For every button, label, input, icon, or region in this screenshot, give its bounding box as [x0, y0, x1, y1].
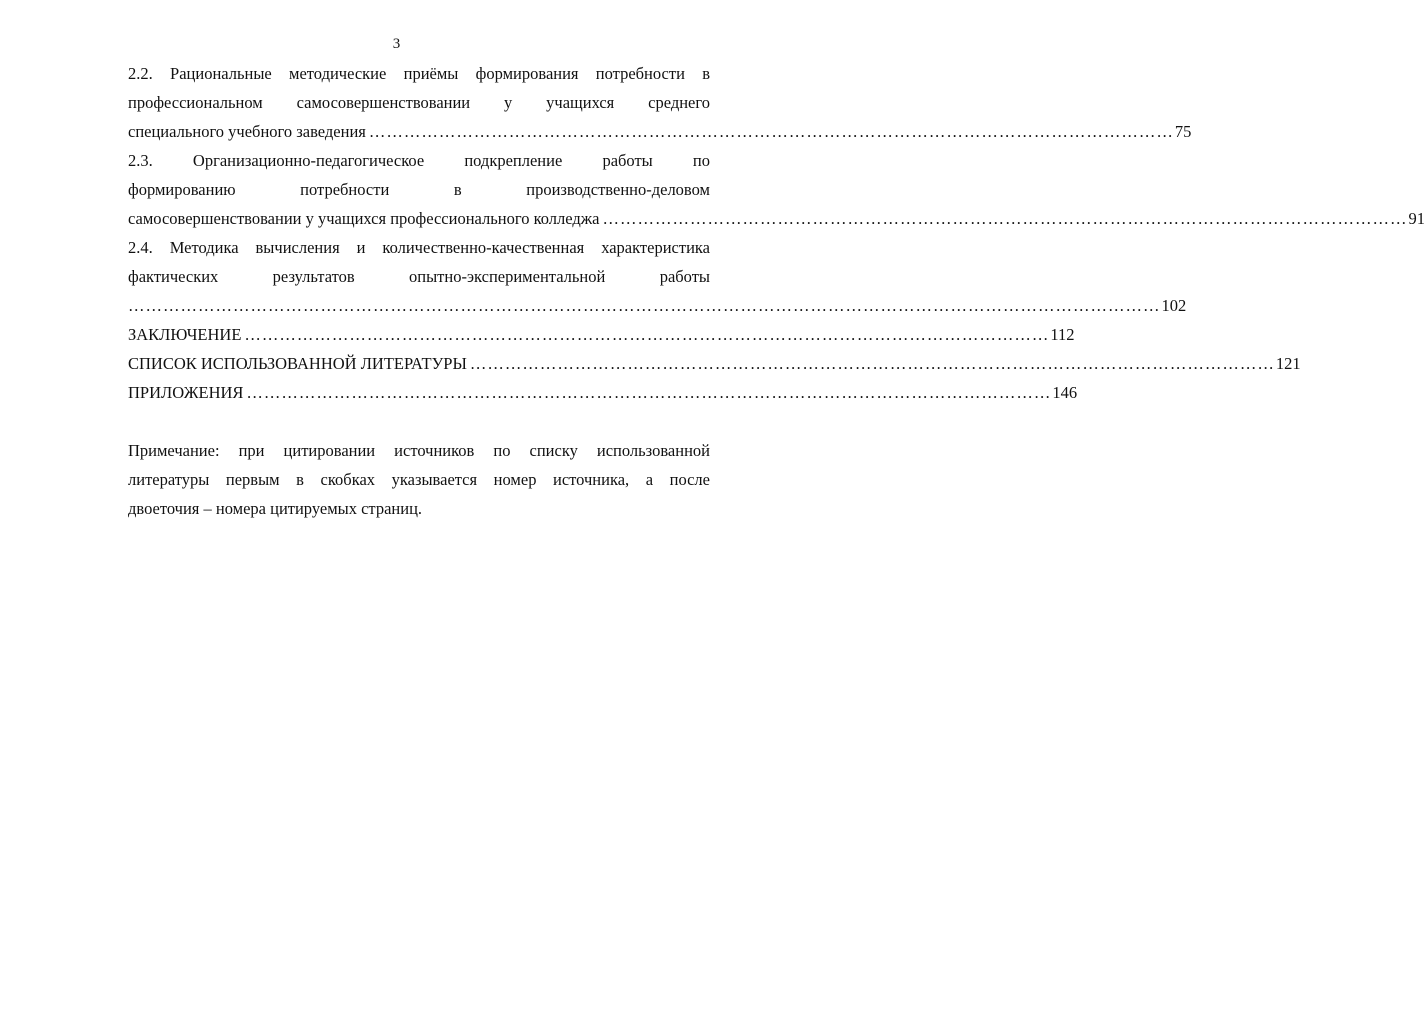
toc-entry-appendices: [128, 378, 1078, 407]
toc-entry-2-2-line-3: [128, 117, 1192, 146]
citation-note-line-3: двоеточия – номера цитируемых страниц.: [128, 499, 423, 518]
toc-conclusion-label: ЗАКЛЮЧЕНИЕ: [128, 325, 242, 344]
toc-entry-2-2-page: 75: [1174, 122, 1192, 141]
toc-entry-2-2: [128, 59, 1192, 146]
leader-dots: …………………………………………………………………………………………………………………………: [246, 383, 1052, 402]
toc-entry-conclusion: [128, 320, 1075, 349]
toc-bibliography-label: СПИСОК ИСПОЛЬЗОВАННОЙ ЛИТЕРАТУРЫ: [128, 354, 467, 373]
citation-note: [128, 436, 710, 523]
toc-entry-2-4-line-2: фактических результатов опытно-экспериментальной работы: [128, 267, 710, 286]
toc-entry-2-3-line-1: 2.3. Организационно-педагогическое подкрепление работы по: [128, 151, 710, 170]
leader-dots: …………………………………………………………………………………………………………………………: [602, 209, 1408, 228]
toc-entry-2-4: [128, 233, 1187, 320]
table-of-contents: [128, 59, 1425, 523]
citation-note-line-2: литературы первым в скобках указывается номер источника, а после: [128, 470, 710, 489]
toc-appendices-label: ПРИЛОЖЕНИЯ: [128, 383, 244, 402]
page-number: 3: [392, 36, 401, 52]
toc-entry-2-2-line-1: 2.2. Рациональные методические приёмы формирования потребности в: [128, 64, 710, 83]
leader-dots: ……………………………………………………………………………………………………………………………………………………………: [128, 296, 1161, 315]
leader-dots: …………………………………………………………………………………………………………………………: [469, 354, 1275, 373]
toc-appendices-page: 146: [1052, 383, 1078, 402]
leader-dots: …………………………………………………………………………………………………………………………: [368, 122, 1174, 141]
toc-entry-2-2-title-end: специального учебного заведения: [128, 122, 366, 141]
toc-entry-bibliography: [128, 349, 1301, 378]
toc-conclusion-page: 112: [1050, 325, 1075, 344]
toc-bibliography-page: 121: [1275, 354, 1301, 373]
toc-entry-2-3-page: 91: [1408, 209, 1425, 228]
toc-entry-2-4-line-3: [128, 291, 1187, 320]
toc-entry-2-3-title-end: самосовершенствовании у учащихся профессионального колледжа: [128, 209, 600, 228]
toc-entry-2-2-line-2: профессиональном самосовершенствовании у учащихся среднего: [128, 93, 710, 112]
toc-entry-2-3: [128, 146, 1425, 233]
toc-entry-2-3-line-2: формированию потребности в производственно-деловом: [128, 180, 710, 199]
toc-entry-2-3-line-3: [128, 204, 1425, 233]
leader-dots: …………………………………………………………………………………………………………………………: [244, 325, 1050, 344]
citation-note-line-1: Примечание: при цитировании источников по списку использованной: [128, 441, 710, 460]
toc-entry-2-4-page: 102: [1161, 296, 1187, 315]
toc-entry-2-4-line-1: 2.4. Методика вычисления и количественно-качественная характеристика: [128, 238, 710, 257]
